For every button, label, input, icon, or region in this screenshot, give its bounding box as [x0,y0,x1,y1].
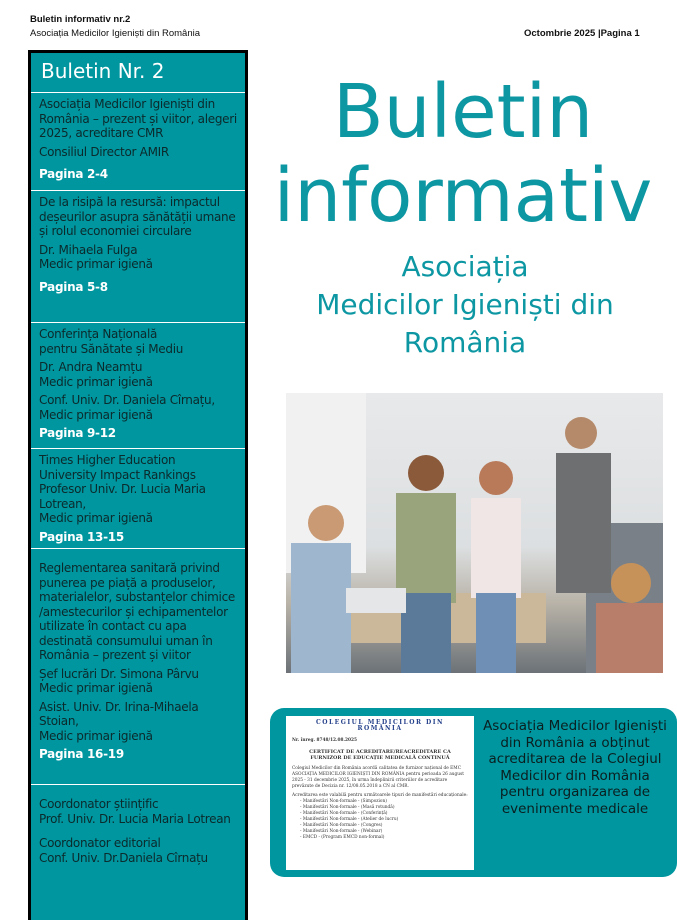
cert-item: - Manifestări Non-formale - (Atelier de lucru) [300,817,399,822]
sidebar [28,50,248,920]
sidebar-title: Buletin Nr. 2 [41,59,165,83]
accreditation-text: Asociația Medicilor Igieniști din România a obținut acreditarea de la Colegiul Medicilor din România pentru organizarea de evenimente medicale [483,718,667,817]
subtitle-line: Medicilor Igieniști din [316,288,614,321]
toc-author: Consiliul Director AMIR [39,144,169,159]
subtitle-line: România [403,326,527,359]
toc-section[interactable] [31,548,245,766]
cert-item: - Manifestări Non-formale - (Conferință) [300,811,388,816]
header-line2: Asociația Medicilor Igieniști din România [30,28,201,39]
coordinator-role: Coordonator științific [39,797,159,811]
cert-item: - Manifestări Non-formale - (Congres) [300,823,383,828]
toc-pages: Pagina 9-12 [39,426,116,440]
coordinator-name: Prof. Univ. Dr. Lucia Maria Lotrean [39,811,231,826]
cert-heading: CERTIFICAT DE ACREDITARE/REACREDITARE CA FURNIZOR DE EDUCAȚIE MEDICALĂ CONTINUĂ [309,749,451,761]
subtitle-line: Asociația [401,250,529,283]
cert-ref: Nr. înreg. 8748/12.08.2025 [292,738,357,743]
cert-body: Colegiul Medicilor din România acordă calitatea de furnizor național de EMC ASOCIAȚIA MEDICILOR IGIENIȘTI DIN ROMÂNIA pentru perioada 26 august 2025 - 31 decembrie 2025, în urma îndeplinirii criteriilor de acreditare prevăzute de Decizia nr. 12/08.05.2018 a CN al CMR. [292,766,464,789]
accreditation-certificate [286,716,474,870]
toc-author: Dr. Andra Neamțu Medic primar igienă [39,360,153,389]
toc-author: Șef lucrări Dr. Simona Pârvu Medic primar igienă [39,666,199,695]
toc-section[interactable] [31,92,245,186]
header-date-page [524,28,640,39]
toc-title: Times Higher Education University Impact Rankings Profesor Univ. Dr. Lucia Maria Lotrean, Medic primar igienă [39,453,206,525]
cert-intro: Acreditarea este valabilă pentru următoarele tipuri de manifestări educaționale: [292,793,468,798]
accreditation-panel [270,708,677,877]
students-photo [286,393,663,673]
toc-pages: Pagina 16-19 [39,747,124,761]
toc-section[interactable] [31,322,245,445]
toc-section[interactable] [31,190,245,298]
header-date: Octombrie 2025 [524,28,596,39]
toc-title: De la risipă la resursă: impactul deșeurilor asupra sănătății umane și rolul economiei circulare [39,195,236,238]
cert-item: - EMCD - (Program EMCD non-formal) [300,835,385,840]
toc-pages: Pagina 2-4 [39,167,108,181]
toc-title: Reglementarea sanitară privind punerea pe piață a produselor, materialelor, substanțelor chimice /amestecurilor și echipamentelor utilizate în contact cu apa destinată consumului uman în România – prezent și viitor [39,561,235,662]
header-line1: Buletin informativ nr.2 [30,14,131,25]
toc-title: Asociația Medicilor Igieniști din România – prezent și viitor, alegeri 2025, acreditare CMR [39,97,237,140]
coordinators [31,784,245,875]
toc-pages: Pagina 13-15 [39,529,124,544]
cert-item: - Manifestări Non-formale - (Simpozion) [300,799,387,804]
coordinator-name: Conf. Univ. Dr.Daniela Cîrnațu [39,850,208,865]
toc-author: Asist. Univ. Dr. Irina-Mihaela Stoian, Medic primar igienă [39,699,199,743]
toc-section[interactable] [31,448,245,548]
toc-author: Conf. Univ. Dr. Daniela Cîrnațu, Medic primar igienă [39,393,215,422]
coordinator-role: Coordonator editorial [39,836,161,850]
main-title-2: informativ [273,153,653,239]
toc-author: Dr. Mihaela Fulga Medic primar igienă [39,242,153,271]
main-subtitle [300,248,630,362]
header-page: |Pagina 1 [597,28,640,39]
cert-item: - Manifestări Non-formale - (Masă rotundă) [300,805,395,810]
toc-pages: Pagina 5-8 [39,279,108,294]
toc-title: Conferința Națională pentru Sănătate și Mediu [39,327,184,356]
cert-org: COLEGIUL MEDICILOR DIN ROMÂNIA [315,719,445,732]
main-title-1: Buletin [332,69,594,155]
cert-item: - Manifestări Non-formale - (Webinar) [300,829,383,834]
